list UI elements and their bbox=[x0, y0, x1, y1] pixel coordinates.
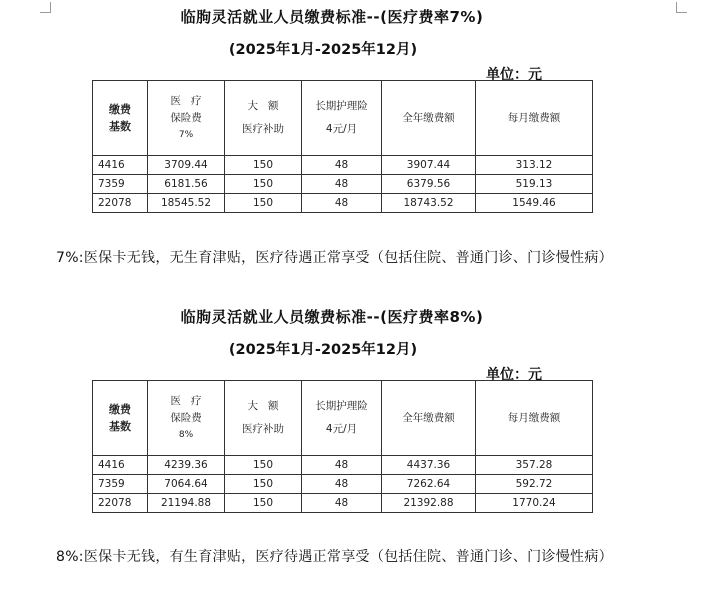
cell-monthly: 357.28 bbox=[476, 456, 593, 475]
table-row bbox=[93, 494, 593, 513]
table-row bbox=[93, 194, 593, 213]
unit-label: 单位：元 bbox=[486, 367, 542, 383]
section-title: 临朐灵活就业人员缴费标准--(医疗费率8%) bbox=[180, 308, 484, 326]
cell-base: 7359 bbox=[93, 475, 148, 494]
fee-table bbox=[92, 80, 593, 213]
cell-ltc: 48 bbox=[302, 175, 382, 194]
header-annual: 全年缴费额 bbox=[382, 81, 476, 156]
table-header-row bbox=[93, 381, 593, 456]
cell-medical: 18545.52 bbox=[148, 194, 225, 213]
section-period: (2025年1月-2025年12月) bbox=[228, 342, 418, 358]
cell-monthly: 1549.46 bbox=[476, 194, 593, 213]
header-subsidy: 大 额 医疗补助 bbox=[225, 81, 302, 156]
section-period: (2025年1月-2025年12月) bbox=[228, 42, 418, 58]
cell-subsidy: 150 bbox=[225, 475, 302, 494]
cell-base: 22078 bbox=[93, 494, 148, 513]
cell-subsidy: 150 bbox=[225, 175, 302, 194]
table-row bbox=[93, 475, 593, 494]
cell-ltc: 48 bbox=[302, 494, 382, 513]
cell-ltc: 48 bbox=[302, 194, 382, 213]
header-medical: 医 疗 保险费 8% bbox=[148, 381, 225, 456]
cell-annual: 7262.64 bbox=[382, 475, 476, 494]
header-medical: 医 疗 保险费 7% bbox=[148, 81, 225, 156]
cell-subsidy: 150 bbox=[225, 494, 302, 513]
table-row bbox=[93, 456, 593, 475]
cell-medical: 21194.88 bbox=[148, 494, 225, 513]
cell-base: 4416 bbox=[93, 456, 148, 475]
cell-medical: 7064.64 bbox=[148, 475, 225, 494]
cell-medical: 3709.44 bbox=[148, 156, 225, 175]
cell-subsidy: 150 bbox=[225, 456, 302, 475]
header-ltc: 长期护理险 4元/月 bbox=[302, 381, 382, 456]
header-annual: 全年缴费额 bbox=[382, 381, 476, 456]
section-note: 8%:医保卡无钱，有生育津贴，医疗待遇正常享受（包括住院、普通门诊、门诊慢性病） bbox=[56, 549, 613, 565]
cell-medical: 4239.36 bbox=[148, 456, 225, 475]
header-monthly: 每月缴费额 bbox=[476, 381, 593, 456]
table-row bbox=[93, 156, 593, 175]
header-base: 缴费 基数 bbox=[93, 81, 148, 156]
page-corner-mark-right bbox=[676, 2, 687, 13]
table-header-row bbox=[93, 81, 593, 156]
cell-ltc: 48 bbox=[302, 456, 382, 475]
cell-base: 7359 bbox=[93, 175, 148, 194]
header-monthly: 每月缴费额 bbox=[476, 81, 593, 156]
cell-annual: 18743.52 bbox=[382, 194, 476, 213]
cell-medical: 6181.56 bbox=[148, 175, 225, 194]
unit-label: 单位：元 bbox=[486, 67, 542, 83]
header-base: 缴费 基数 bbox=[93, 381, 148, 456]
cell-annual: 3907.44 bbox=[382, 156, 476, 175]
cell-ltc: 48 bbox=[302, 156, 382, 175]
header-ltc: 长期护理险 4元/月 bbox=[302, 81, 382, 156]
cell-base: 22078 bbox=[93, 194, 148, 213]
cell-monthly: 1770.24 bbox=[476, 494, 593, 513]
cell-monthly: 313.12 bbox=[476, 156, 593, 175]
cell-subsidy: 150 bbox=[225, 194, 302, 213]
section-title: 临朐灵活就业人员缴费标准--(医疗费率7%) bbox=[180, 8, 484, 26]
cell-annual: 21392.88 bbox=[382, 494, 476, 513]
cell-monthly: 519.13 bbox=[476, 175, 593, 194]
cell-monthly: 592.72 bbox=[476, 475, 593, 494]
section-note: 7%:医保卡无钱，无生育津贴，医疗待遇正常享受（包括住院、普通门诊、门诊慢性病） bbox=[56, 250, 613, 266]
table-row bbox=[93, 175, 593, 194]
cell-annual: 4437.36 bbox=[382, 456, 476, 475]
cell-annual: 6379.56 bbox=[382, 175, 476, 194]
fee-table bbox=[92, 380, 593, 513]
cell-ltc: 48 bbox=[302, 475, 382, 494]
header-subsidy: 大 额 医疗补助 bbox=[225, 381, 302, 456]
cell-subsidy: 150 bbox=[225, 156, 302, 175]
cell-base: 4416 bbox=[93, 156, 148, 175]
